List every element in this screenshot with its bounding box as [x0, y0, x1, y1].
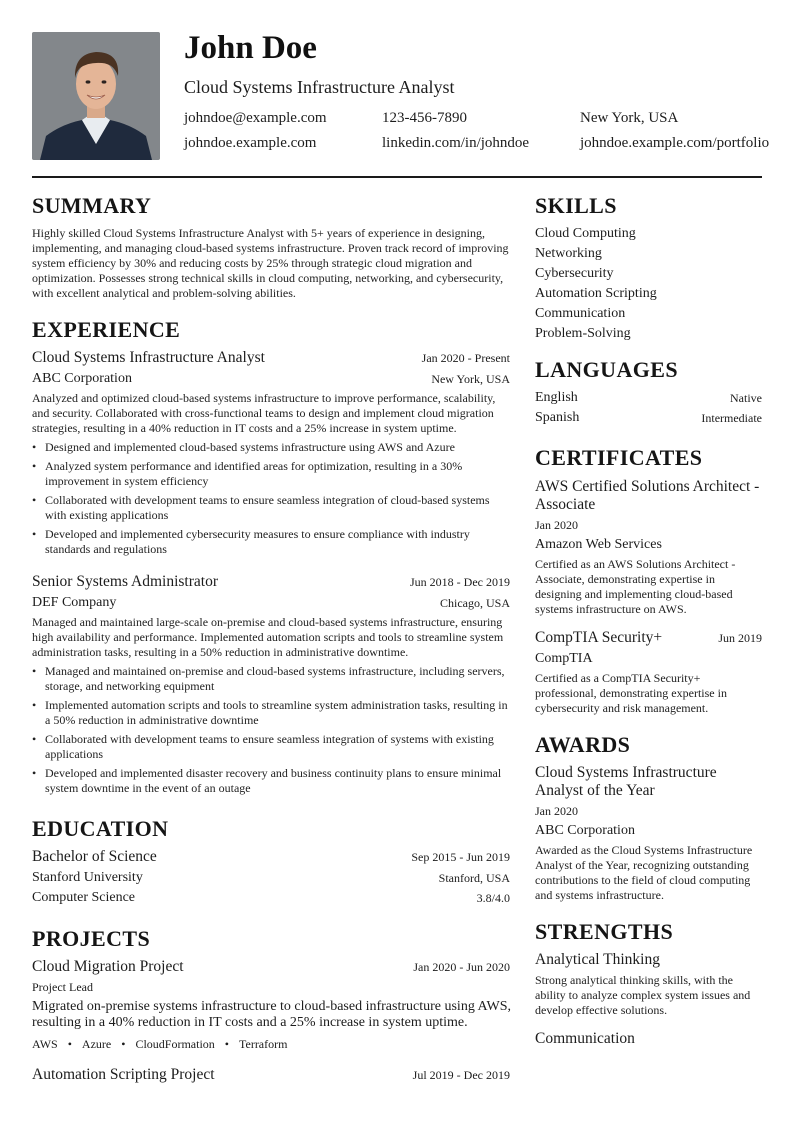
award-issuer: ABC Corporation	[535, 823, 635, 838]
job-dates: Jan 2020 - Present	[421, 351, 510, 365]
job-bullet: • Managed and maintained on-premise and cloud-based systems infrastructure, including servers, storage, and networking equipment	[32, 664, 510, 694]
awards-heading: AWARDS	[535, 732, 631, 757]
award-date: Jan 2020	[535, 804, 578, 818]
education-degree: Bachelor of Science	[32, 848, 157, 865]
candidate-name: John Doe	[184, 30, 317, 66]
language-level: Intermediate	[701, 411, 762, 425]
job-bullet: • Developed and implemented cybersecurity measures to ensure compliance with industry standards and regulations	[32, 527, 510, 557]
education-location: Stanford, USA	[438, 871, 510, 885]
phone-number[interactable]: 123-456-7890	[382, 110, 467, 126]
certificates-heading: CERTIFICATES	[535, 445, 703, 470]
strengths-heading: STRENGTHS	[535, 919, 674, 944]
tag-separator: •	[224, 1037, 229, 1051]
skill-item: Cybersecurity	[535, 266, 614, 281]
strength-description: Strong analytical thinking skills, with the ability to analyze complex system issues and develop effective solutions.	[535, 973, 751, 1017]
job-dates: Jun 2018 - Dec 2019	[410, 575, 510, 589]
website-link[interactable]: johndoe.example.com	[184, 135, 317, 151]
job-description: Managed and maintained large-scale on-premise and cloud-based systems infrastructure, ensuring high availability and performance. Implemented automation scripts and tools to streamline system administration tasks, resulting in a 50% reduction in administrative downtime.	[32, 615, 504, 659]
tag-separator: •	[121, 1037, 126, 1051]
skill-item: Cloud Computing	[535, 226, 636, 241]
language-name: English	[535, 390, 578, 405]
job-title: Cloud Systems Infrastructure Analyst	[32, 349, 265, 366]
education-heading: EDUCATION	[32, 816, 169, 841]
project-name: Automation Scripting Project	[32, 1066, 215, 1083]
certificate-description: Certified as a CompTIA Security+ professional, demonstrating expertise in cybersecurity and risk management.	[535, 671, 727, 715]
language-level: Native	[730, 391, 762, 405]
strength-name: Communication	[535, 1030, 635, 1047]
summary-heading: SUMMARY	[32, 193, 152, 218]
candidate-title: Cloud Systems Infrastructure Analyst	[184, 77, 455, 97]
job-bullet: • Collaborated with development teams to ensure seamless integration of cloud-based systems with existing applications	[32, 493, 510, 523]
job-bullet: • Designed and implemented cloud-based systems infrastructure using AWS and Azure	[32, 440, 510, 455]
job-bullet: • Collaborated with development teams to ensure seamless integration of systems with existing applications	[32, 732, 510, 762]
certificate-date: Jan 2020	[535, 518, 578, 532]
project-tags	[32, 1035, 287, 1053]
location-text: New York, USA	[580, 110, 679, 126]
job-location: New York, USA	[431, 372, 510, 386]
certificate-name: AWS Certified Solutions Architect - Associate	[535, 478, 760, 513]
certificate-description: Certified as an AWS Solutions Architect - Associate, demonstrating expertise in designing and implementing cloud-based systems infrastructure on AWS.	[535, 557, 736, 616]
education-gpa: 3.8/4.0	[476, 891, 510, 905]
certificate-date: Jun 2019	[718, 631, 762, 645]
job-bullet: • Implemented automation scripts and tools to streamline system administration tasks, resulting in a 50% reduction in administrative downtime	[32, 698, 510, 728]
certificate-issuer: CompTIA	[535, 651, 593, 666]
job-description: Analyzed and optimized cloud-based systems infrastructure to improve performance, scalability, and security. Collaborated with cross-functional teams to design and implement cloud migration strategies, resulting in a 40% reduction in IT costs and a 25% increase in system uptime.	[32, 391, 496, 435]
profile-photo	[32, 32, 160, 160]
education-school: Stanford University	[32, 870, 143, 885]
summary-text: Highly skilled Cloud Systems Infrastructure Analyst with 5+ years of experience in designing, implementing, and managing cloud-based systems infrastructure. Proven track record of improving system efficiency by 30% and reducing costs by 25% through strategic cloud migration and optimization. Possesses strong technical skills in cloud computing, networking, and cybersecurity, with excellent analytical and problem-solving abilities.	[32, 226, 509, 300]
skill-item: Problem-Solving	[535, 326, 631, 341]
project-description: Migrated on-premise systems infrastructure to cloud-based infrastructure using AWS, resulting in a 40% reduction in IT costs and a 25% increase in system uptime.	[32, 999, 512, 1030]
project-role: Project Lead	[32, 980, 93, 994]
email-link[interactable]: johndoe@example.com	[184, 110, 327, 126]
project-tag: Azure	[81, 1037, 112, 1051]
skill-item: Communication	[535, 306, 626, 321]
job-bullet-list	[32, 664, 510, 800]
projects-heading: PROJECTS	[32, 926, 151, 951]
skill-item: Automation Scripting	[535, 286, 657, 301]
job-location: Chicago, USA	[440, 596, 510, 610]
certificate-name: CompTIA Security+	[535, 629, 663, 646]
linkedin-link[interactable]: linkedin.com/in/johndoe	[382, 135, 530, 151]
job-bullet-list	[32, 440, 510, 561]
project-tag: CloudFormation	[135, 1037, 215, 1051]
project-dates: Jul 2019 - Dec 2019	[412, 1068, 510, 1082]
project-name: Cloud Migration Project	[32, 958, 184, 975]
project-dates: Jan 2020 - Jun 2020	[413, 960, 510, 974]
job-title: Senior Systems Administrator	[32, 573, 218, 590]
job-bullet: • Analyzed system performance and identified areas for optimization, resulting in a 30% improvement in system efficiency	[32, 459, 510, 489]
skill-item: Networking	[535, 246, 602, 261]
strength-name: Analytical Thinking	[535, 951, 660, 968]
project-tag: Terraform	[239, 1037, 288, 1051]
education-dates: Sep 2015 - Jun 2019	[411, 850, 510, 864]
experience-heading: EXPERIENCE	[32, 317, 181, 342]
portfolio-link[interactable]: johndoe.example.com/portfolio	[580, 135, 770, 151]
job-company: ABC Corporation	[32, 371, 132, 386]
tag-separator: •	[67, 1037, 72, 1051]
job-company: DEF Company	[32, 595, 117, 610]
language-name: Spanish	[535, 410, 580, 425]
skills-heading: SKILLS	[535, 193, 617, 218]
certificate-issuer: Amazon Web Services	[535, 537, 662, 552]
project-tag: AWS	[32, 1037, 58, 1051]
job-bullet: • Developed and implemented disaster recovery and business continuity plans to ensure minimal system downtime in the event of an outage	[32, 766, 510, 796]
award-name: Cloud Systems Infrastructure Analyst of the Year	[535, 764, 717, 799]
header-divider	[32, 176, 762, 178]
languages-heading: LANGUAGES	[535, 357, 678, 382]
award-description: Awarded as the Cloud Systems Infrastructure Analyst of the Year, recognizing outstanding contributions to the field of cloud computing and systems infrastructure.	[535, 843, 753, 902]
education-field: Computer Science	[32, 890, 136, 905]
